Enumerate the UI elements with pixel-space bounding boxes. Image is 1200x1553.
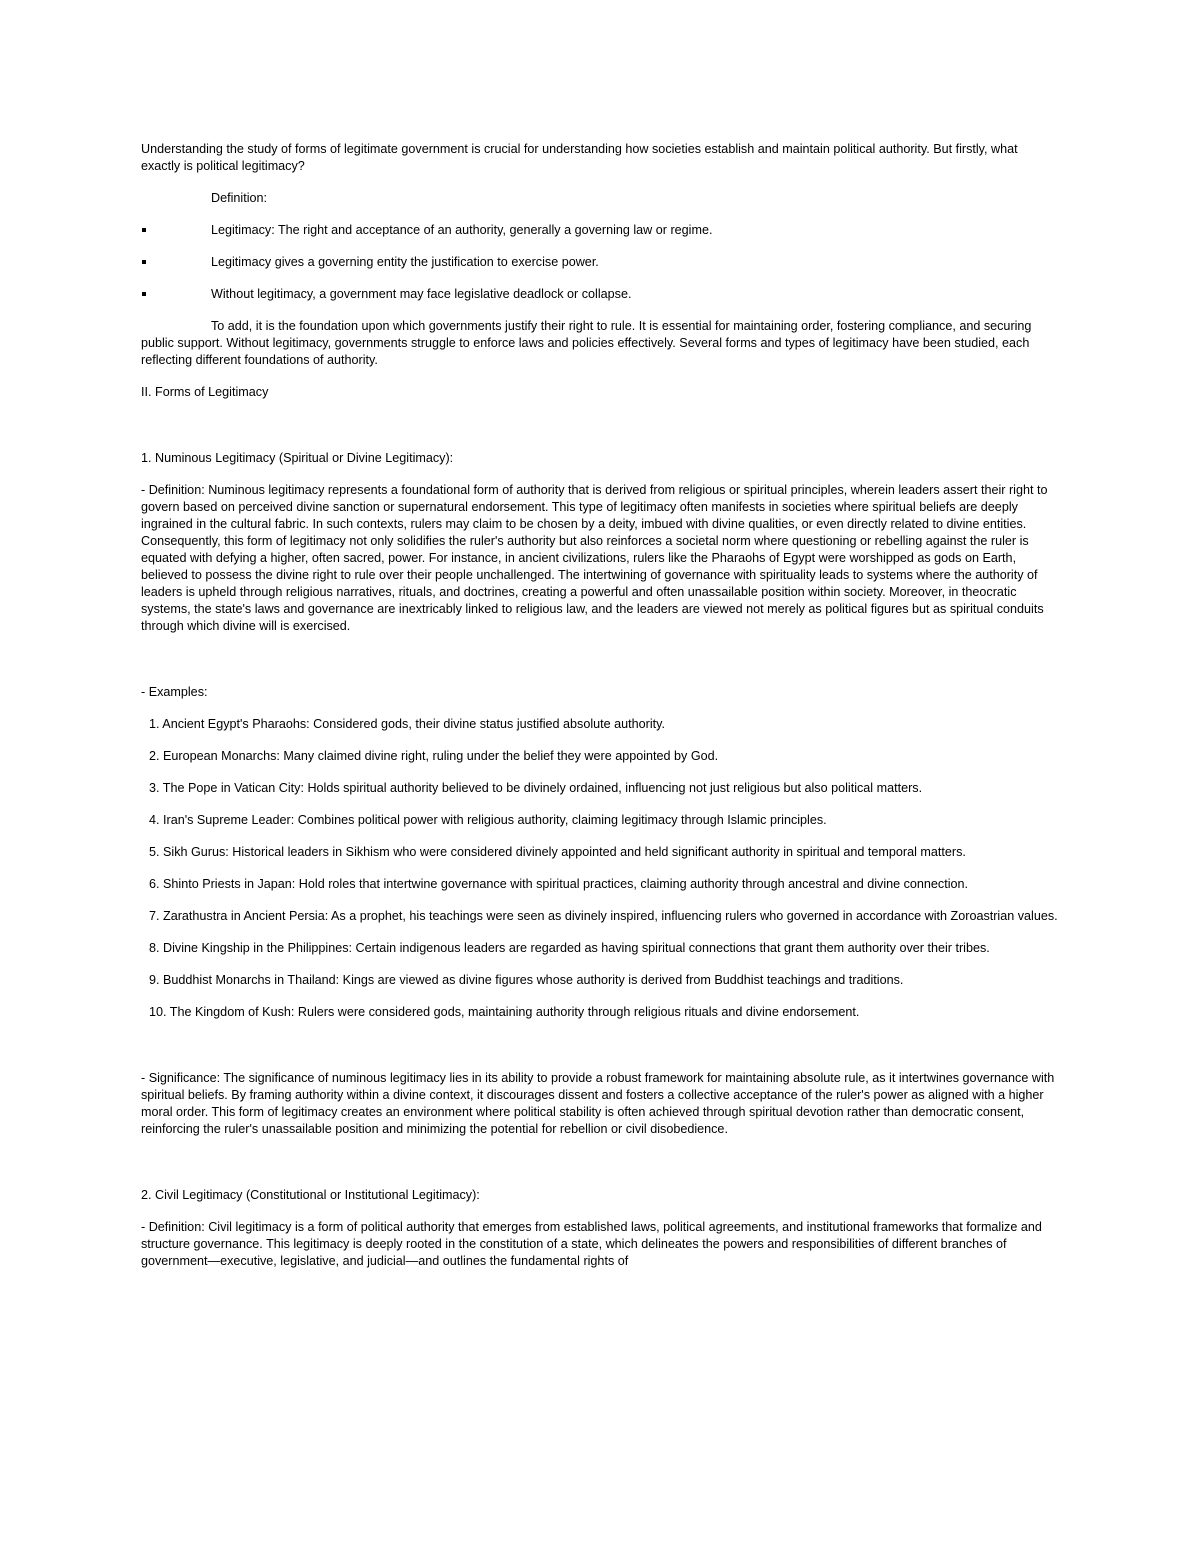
example-item: 4. Iran's Supreme Leader: Combines political power with religious authority, claiming legitimacy through Islamic principles.	[149, 813, 827, 827]
civil-definition: - Definition: Civil legitimacy is a form of political authority that emerges from established laws, political agreements, and institutional frameworks that formalize and structure governance. This legitimacy is deeply rooted in the constitution of a state, which delineates the powers and responsibilities of different branches of government—executive, legislative, and judicial—and outlines the fundamental rights of	[141, 1220, 1042, 1268]
bullet-icon	[142, 228, 146, 232]
example-item: 10. The Kingdom of Kush: Rulers were considered gods, maintaining authority through religious rituals and divine endorsement.	[149, 1005, 860, 1019]
example-item: 7. Zarathustra in Ancient Persia: As a prophet, his teachings were seen as divinely inspired, influencing rulers who governed in accordance with Zoroastrian values.	[149, 909, 1058, 923]
section-heading: II. Forms of Legitimacy	[141, 385, 269, 399]
example-item: 1. Ancient Egypt's Pharaohs: Considered gods, their divine status justified absolute authority.	[149, 717, 666, 731]
civil-heading: 2. Civil Legitimacy (Constitutional or Institutional Legitimacy):	[141, 1188, 480, 1202]
bullet-text: Legitimacy gives a governing entity the justification to exercise power.	[211, 255, 599, 269]
add-paragraph: To add, it is the foundation upon which governments justify their right to rule. It is essential for maintaining order, fostering compliance, and securing public support. Without legitimacy, governments struggle to enforce laws and policies effectively. Several forms and types of legitimacy have been studied, each reflecting different foundations of authority.	[141, 319, 1032, 367]
bullet-text: Legitimacy: The right and acceptance of an authority, generally a governing law or regime.	[211, 223, 713, 237]
example-item: 2. European Monarchs: Many claimed divine right, ruling under the belief they were appointed by God.	[149, 749, 719, 763]
definition-heading: Definition:	[211, 191, 268, 205]
numinous-definition: - Definition: Numinous legitimacy represents a foundational form of authority that is derived from religious or spiritual principles, wherein leaders assert their right to govern based on perceived divine sanction or supernatural endorsement. This type of legitimacy often manifests in societies where spiritual beliefs are deeply ingrained in the cultural fabric. In such contexts, rulers may claim to be chosen by a deity, imbued with divine qualities, or even directly related to divine entities. Consequently, this form of legitimacy not only solidifies the ruler's authority but also reinforces a societal norm where questioning or rebelling against the ruler is equated with defying a higher, often sacred, power. For instance, in ancient civilizations, rulers like the Pharaohs of Egypt were worshipped as gods on Earth, believed to possess the divine right to rule over their people unchallenged. The intertwining of governance with spirituality leads to systems where the authority of leaders is upheld through religious narratives, rituals, and doctrines, creating a powerful and often unassailable position within society. Moreover, in theocratic systems, the state's laws and governance are inextricably linked to religious law, and the leaders are viewed not merely as political figures but as spiritual conduits through which divine will is exercised.	[141, 483, 1048, 633]
bullet-icon	[142, 292, 146, 296]
bullet-text: Without legitimacy, a government may face legislative deadlock or collapse.	[211, 287, 632, 301]
example-item: 5. Sikh Gurus: Historical leaders in Sikhism who were considered divinely appointed and held significant authority in spiritual and temporal matters.	[149, 845, 966, 859]
example-item: 8. Divine Kingship in the Philippines: Certain indigenous leaders are regarded as having spiritual connections that grant them authority over their tribes.	[149, 941, 990, 955]
examples-list	[141, 716, 1059, 1021]
intro-paragraph: Understanding the study of forms of legitimate government is crucial for understanding how societies establish and maintain political authority. But firstly, what exactly is political legitimacy?	[141, 142, 1018, 173]
examples-heading: - Examples:	[141, 685, 208, 699]
example-item: 3. The Pope in Vatican City: Holds spiritual authority believed to be divinely ordained, influencing not just religious but also political matters.	[149, 781, 923, 795]
example-item: 9. Buddhist Monarchs in Thailand: Kings are viewed as divine figures whose authority is derived from Buddhist teachings and traditions.	[149, 973, 904, 987]
example-item: 6. Shinto Priests in Japan: Hold roles that intertwine governance with spiritual practices, claiming authority through ancestral and divine connection.	[149, 877, 969, 891]
numinous-significance: - Significance: The significance of numinous legitimacy lies in its ability to provide a robust framework for maintaining absolute rule, as it intertwines governance with spiritual beliefs. By framing authority within a divine context, it discourages dissent and fosters a collective acceptance of the ruler's power as aligned with a higher moral order. This form of legitimacy creates an environment where political stability is often achieved through spiritual devotion rather than democratic consent, reinforcing the ruler's unassailable position and minimizing the potential for rebellion or civil disobedience.	[141, 1071, 1055, 1136]
bullet-item	[141, 254, 1059, 271]
numinous-heading: 1. Numinous Legitimacy (Spiritual or Divine Legitimacy):	[141, 451, 454, 465]
document-body	[141, 141, 1059, 1270]
bullet-icon	[142, 260, 146, 264]
bullet-item	[141, 286, 1059, 303]
bullet-item	[141, 222, 1059, 239]
